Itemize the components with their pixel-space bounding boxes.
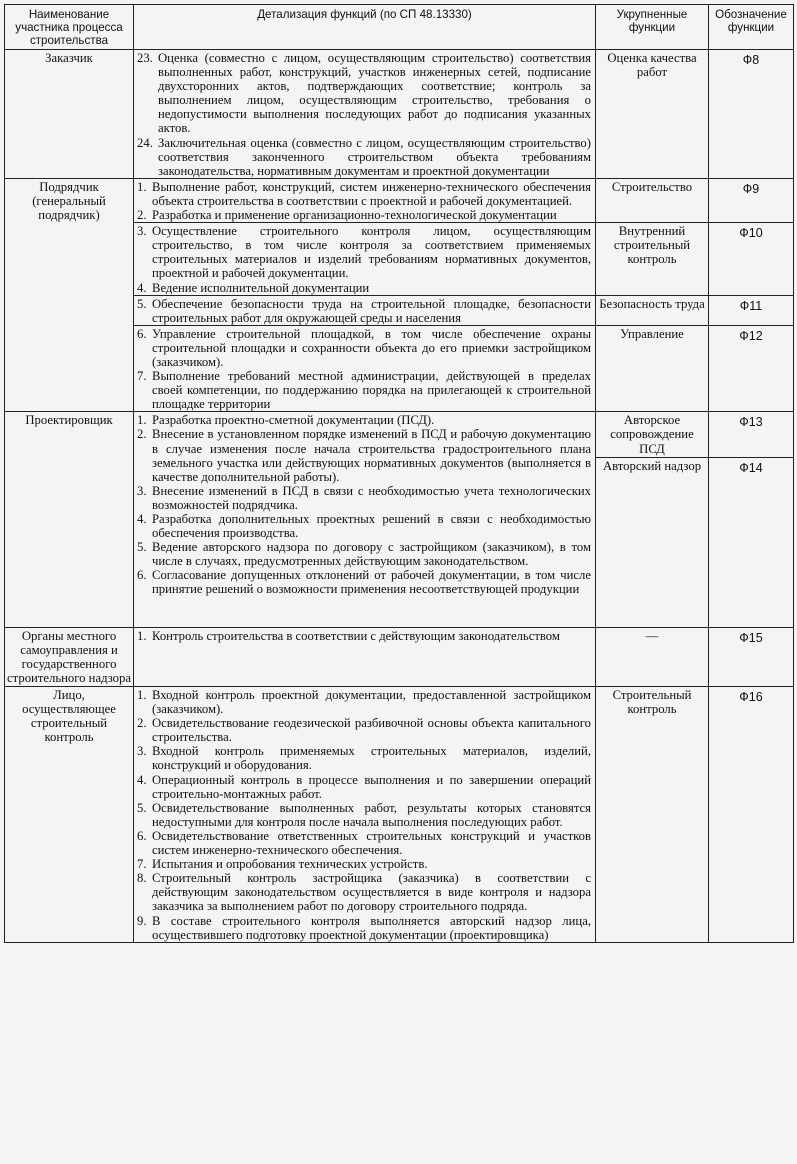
header-aggregated: Укрупненные функции [596,5,709,50]
item-text: Управление строительной площадкой, в том числе обеспечение охраны строительной площадки и сохранности объекта до его приемки застройщиком (заказчиком). [152,326,591,369]
list-item [137,297,591,325]
functions-table [4,4,794,943]
item-number: 5. [137,800,147,815]
item-text: В составе строительного контроля выполняется авторский надзор лица, осуществившего подготовку проектной документации (проектировщика) [152,913,591,942]
item-number: 3. [137,483,147,498]
list-item [137,427,591,483]
item-number: 1. [137,688,147,702]
item-number: 4. [137,280,147,295]
item-text: Освидетельствование ответственных строительных конструкций и участков систем инженерно-технического обеспечения. [152,828,591,858]
function-cell: Внутренний строительный контроль [596,223,709,295]
list-item [137,568,591,596]
function-code: Ф8 [709,50,794,179]
detail-cell [134,50,596,179]
item-text: Внесение изменений в ПСД в связи с необходимостью учета технологических возможностей подрядчика. [152,483,591,512]
table-row [5,50,794,179]
item-number: 7. [137,369,147,384]
list-item [137,208,591,222]
function-cell: Оценка качества работ [596,50,709,179]
table-body [5,50,794,943]
list-item [137,801,591,829]
item-number: 2. [137,427,147,442]
detail-cell [134,412,596,627]
list-item [137,914,591,942]
detail-cell [134,223,596,295]
item-text: Строительный контроль застройщика (заказчика) в соответствии с действующим законодательством осуществляется в виде контроля и надзора заказчика за выполнением работ по договору строительного подряда. [152,871,591,914]
table-row [5,627,794,686]
function-code: Ф12 [709,325,794,412]
item-number: 7. [137,857,147,872]
list-item [137,224,591,280]
table-header-row [5,5,794,50]
item-text: Внесение в установленном порядке изменений в ПСД и рабочую документацию в случае изменения после начала строительства градостроительного плана земельного участка или действующих нормативных документов (выполняется в качестве дополнительной работы). [152,427,591,484]
detail-cell [134,687,596,943]
list-item [137,484,591,512]
item-number: 9. [137,913,147,928]
detail-cell [134,325,596,412]
header-code: Обозначение функции [709,5,794,50]
header-participant: Наименование участника процесса строительства [5,5,134,50]
detail-cell [134,178,596,222]
function-cell: Авторский надзор [596,457,709,627]
table-row [5,687,794,943]
item-number: 4. [137,772,147,787]
item-text: Входной контроль применяемых строительных материалов, изделий, конструкций и оборудования. [152,744,591,773]
function-cell: — [596,627,709,686]
function-code: Ф10 [709,223,794,295]
participant-cell: Лицо, осуществляющее строительный контроль [5,687,134,943]
list-item [137,51,591,136]
list-item [137,369,591,411]
item-text: Согласование допущенных отклонений от рабочей документации, в том числе принятие решений о возможности применения несоответствующей продукции [152,568,591,597]
list-item [137,413,591,427]
item-number: 4. [137,512,147,526]
item-number: 5. [137,540,147,555]
function-cell: Строительство [596,178,709,222]
item-text: Испытания и опробования технических устройств. [152,857,428,872]
item-number: 1. [137,628,147,643]
item-text: Оценка (совместно с лицом, осуществляющим строительство) соответствия выполненных работ, конструкций, участков инженерных сетей, подписание двухсторонних актов, подтверждающих соответствие; контроль за выполнением лицом, осуществляющим строительство, требования о недопустимости выполнения последующих работ до подписания указанных актов. [158,51,591,136]
function-code: Ф16 [709,687,794,943]
item-text: Обеспечение безопасности труда на строительной площадке, безопасности строительных работ для окружающей среды и населения [152,296,591,325]
participant-cell: Подрядчик (генеральный подрядчик) [5,178,134,412]
item-number: 1. [137,179,147,194]
item-number: 3. [137,744,147,759]
list-item [137,829,591,857]
function-cell: Авторское сопровождение ПСД [596,412,709,457]
table-row [5,178,794,222]
item-text: Заключительная оценка (совместно с лицом, осуществляющим строительство) соответствия законченного строительством объекта требованиям законодательства, нормативным документам и проектной документации [158,135,591,178]
function-cell: Управление [596,325,709,412]
detail-cell [134,627,596,686]
list-item [137,871,591,913]
detail-cell [134,295,596,325]
list-item [137,716,591,744]
list-item [137,327,591,369]
list-item [137,281,591,295]
list-item [137,688,591,716]
function-cell: Строительный контроль [596,687,709,943]
item-text: Разработка проектно-сметной документации (ПСД). [152,413,435,428]
item-number: 23. [137,51,153,65]
item-text: Ведение исполнительной документации [152,280,370,295]
item-text: Осуществление строительного контроля лицом, осуществляющим строительство, в том числе контроля за соответствием применяемых строительных материалов и изделий требованиям нормативных документов, проектной и рабочей документации. [152,224,591,281]
item-text: Контроль строительства в соответствии с действующим законодательством [152,628,560,643]
item-number: 6. [137,326,147,341]
function-cell: Безопасность труда [596,295,709,325]
table-row [5,412,794,457]
list-item [137,540,591,568]
item-number: 5. [137,296,147,311]
item-text: Освидетельствование геодезической разбивочной основы объекта капитального строительства. [152,716,591,745]
function-code: Ф15 [709,627,794,686]
list-item [137,512,591,540]
function-code: Ф9 [709,178,794,222]
item-text: Разработка дополнительных проектных решений в связи с необходимостью обеспечения производства. [152,512,591,541]
item-text: Операционный контроль в процессе выполнения и по завершении операций строительно-монтажных работ. [152,772,591,801]
function-code: Ф13 [709,412,794,457]
item-number: 1. [137,413,147,428]
item-number: 8. [137,871,147,886]
item-text: Ведение авторского надзора по договору с застройщиком (заказчиком), в том числе в случаях, предусмотренных действующим законодательством. [152,540,591,569]
item-number: 6. [137,828,147,843]
item-number: 3. [137,224,147,239]
list-item [137,629,591,643]
list-item [137,773,591,801]
item-number: 6. [137,568,147,583]
list-item [137,136,591,178]
header-detail: Детализация функций (по СП 48.13330) [134,5,596,50]
item-text: Освидетельствование выполненных работ, результаты которых становятся недоступными для контроля после начала выполнения последующих работ. [152,800,591,829]
item-text: Выполнение работ, конструкций, систем инженерно-технического обеспечения объекта строительства в соответствии с проектной и рабочей документацией. [152,179,591,208]
list-item [137,857,591,871]
participant-cell: Органы местного самоуправления и государственного строительного надзора [5,627,134,686]
list-item [137,180,591,208]
list-item [137,744,591,772]
item-text: Входной контроль проектной документации, предоставленной застройщиком (заказчиком). [152,688,591,717]
function-code: Ф14 [709,457,794,627]
item-text: Разработка и применение организационно-технологической документации [152,208,557,223]
item-text: Выполнение требований местной администрации, действующей в пределах своей компетенции, по поддержанию порядка на прилегающей к строительной площадке территории [152,369,591,412]
document-page [4,4,793,943]
function-code: Ф11 [709,295,794,325]
item-number: 24. [137,135,153,150]
participant-cell: Заказчик [5,50,134,179]
item-number: 2. [137,208,147,223]
participant-cell: Проектировщик [5,412,134,627]
item-number: 2. [137,716,147,731]
